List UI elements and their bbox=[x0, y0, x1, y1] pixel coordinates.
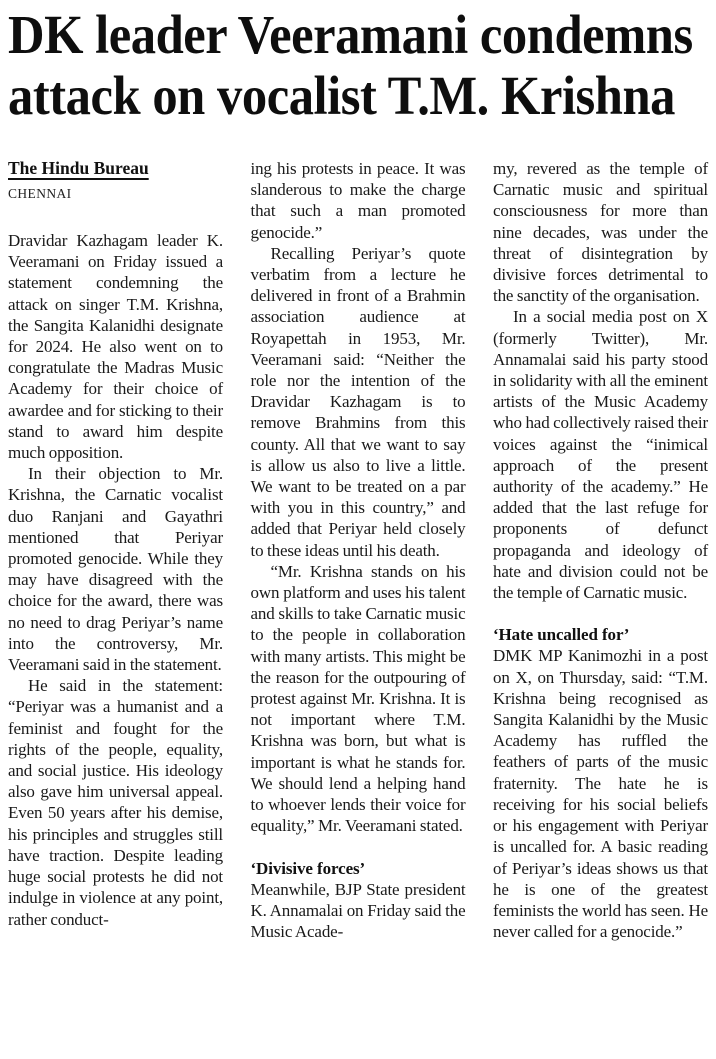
paragraph-continuation: my, revered as the temple of Carnatic music and spiritual consciousness for more than nine decades, was under the threat of disintegration by divisive forces detrimental to the sanctity of the organisation. bbox=[493, 159, 708, 306]
byline: The Hindu Bureau bbox=[8, 158, 149, 178]
paragraph: Recalling Periyar’s quote verbatim from a lecture he delivered in front of a Brahmin association audience at Royapettah in 1953, Mr. Veeramani said: “Neither the role nor the intention of the Dravidar Kazhagam is to remove Brahmins from this county. All that we want to say is allow us also to live a little. We want to be treated on a par with you in this country,” and added that Periyar held closely to these ideas until his death. bbox=[250, 243, 466, 560]
paragraph: He said in the statement: “Periyar was a humanist and a feminist and fought for the rights of the people, equality, and social justice. His ideology also gave him universal appeal. Even 50 years after his demise, his principles and struggles still have traction. Despite leading huge social protests he did not indulge in violence at any point, rather conduct- bbox=[8, 676, 223, 929]
subhead-divisive-forces: ‘Divisive forces’ bbox=[250, 858, 366, 878]
article-column-1 bbox=[8, 158, 223, 942]
byline-block bbox=[8, 158, 223, 202]
paragraph-continuation: ing his protests in peace. It was slanderous to make the charge that such a man promoted genocide.” bbox=[250, 159, 466, 242]
article-headline bbox=[8, 4, 708, 126]
article-column-2 bbox=[251, 158, 466, 942]
paragraph: In their objection to Mr. Krishna, the Carnatic vocalist duo Ranjani and Gayathri mentioned that Periyar promoted genocide. While they may have disagreed with the choice for the award, there was no need to drag Periyar’s name into the controversy, Mr. Veeramani said in the statement. bbox=[8, 464, 223, 675]
paragraph: Dravidar Kazhagam leader K. Veeramani on Friday issued a statement condemning the attack on singer T.M. Krishna, the Sangita Kalanidhi designate for 2024. He also went on to congratulate the Madras Music Academy for their choice of awardee and for sticking to their stand to award him despite much opposition. bbox=[8, 231, 223, 463]
headline-line-2: attack on vocalist T.M. Krishna bbox=[8, 65, 675, 126]
subhead-hate-uncalled-for: ‘Hate uncalled for’ bbox=[493, 625, 630, 645]
paragraph: In a social media post on X (formerly Twitter), Mr. Annamalai said his party stood in solidarity with all the eminent artists of the Music Academy who had collectively raised their voices against the “inimical approach of the present authority of the academy.” He added that the last refuge for proponents of defunct propaganda and ideology of hate and division could not be the temple of Carnatic music. bbox=[493, 307, 708, 603]
headline-line-1: DK leader Veeramani condemns bbox=[8, 4, 693, 65]
paragraph: Meanwhile, BJP State president K. Annamalai on Friday said the Music Acade- bbox=[250, 879, 466, 942]
article-body bbox=[8, 158, 708, 942]
paragraph: “Mr. Krishna stands on his own platform and uses his talent and skills to take Carnatic music to the people in collaboration with many artists. This might be the reason for the outpouring of protest against Mr. Krishna. It is not important where T.M. Krishna was born, but what is important is what he stands for. We should lend a helping hand to whoever lends their voice for equality,” Mr. Veeramani stated. bbox=[250, 561, 466, 836]
article-column-3 bbox=[493, 158, 708, 942]
paragraph: DMK MP Kanimozhi in a post on X, on Thursday, said: “T.M. Krishna being recognised as Sangita Kalanidhi by the Music Academy has ruffled the feathers of parts of the music fraternity. The hate he is receiving for his social beliefs or his engagement with Periyar is uncalled for. A basic reading of Periyar’s ideas shows us that he is one of the greatest feminists the world has seen. He never called for a genocide.” bbox=[493, 646, 708, 942]
dateline: CHENNAI bbox=[8, 186, 72, 201]
